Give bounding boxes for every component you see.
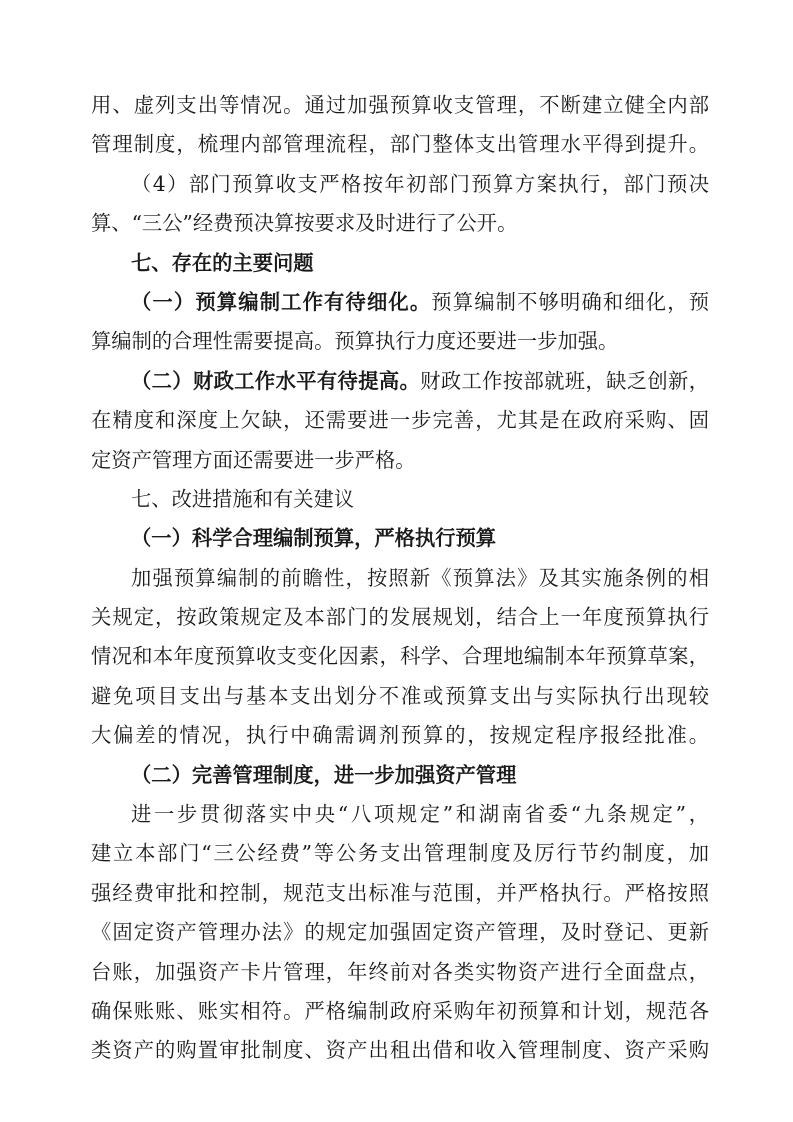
paragraph-line: 管理制度，梳理内部管理流程，部门整体支出管理水平得到提升。 xyxy=(91,132,709,157)
paragraph-line: 进一步贯彻落实中央“八项规定”和湖南省委“九条规定”， xyxy=(131,802,709,827)
section-heading: 七、存在的主要问题 xyxy=(131,250,314,275)
paragraph-line: 《固定资产管理办法》的规定加强固定资产管理，及时登记、更新 xyxy=(91,920,709,945)
paragraph-text: 财政工作按部就班，缺乏创新， xyxy=(420,368,709,393)
paragraph-line: 情况和本年度预算收支变化因素，科学、合理地编制本年预算草案， xyxy=(91,644,709,669)
paragraph-line: 定资产管理方面还需要进一步严格。 xyxy=(91,447,416,472)
subsection-heading: （一）科学合理编制预算，严格执行预算 xyxy=(131,526,497,551)
paragraph-line: 加强预算编制的前瞻性，按照新《预算法》及其实施条例的相 xyxy=(131,565,709,590)
subsection-heading: （二）完善管理制度，进一步加强资产管理 xyxy=(131,762,517,787)
paragraph-line: 确保账账、账实相符。严格编制政府采购年初预算和计划，规范各 xyxy=(91,998,709,1023)
paragraph-line: （4）部门预算收支严格按年初部门预算方案执行，部门预决 xyxy=(131,171,709,196)
paragraph-line: 关规定，按政策规定及本部门的发展规划，结合上一年度预算执行 xyxy=(91,605,709,630)
paragraph-line: 大偏差的情况，执行中确需调剂预算的，按规定程序报经批准。 xyxy=(91,723,709,748)
paragraph-text: 预算编制不够明确和细化，预 xyxy=(431,289,709,314)
document-page xyxy=(91,86,709,1071)
paragraph-line: 避免项目支出与基本支出划分不准或预算支出与实际执行出现较 xyxy=(91,683,709,708)
paragraph-line: 台账，加强资产卡片管理，年终前对各类实物资产进行全面盘点， xyxy=(91,959,709,984)
paragraph-line: 算编制的合理性需要提高。预算执行力度还要进一步加强。 xyxy=(91,329,619,354)
paragraph-line xyxy=(91,362,709,401)
paragraph-line xyxy=(91,283,709,322)
paragraph-line: 建立本部门“三公经费”等公务支出管理制度及厉行节约制度，加 xyxy=(91,841,709,866)
subsection-heading: （二）财政工作水平有待提高。 xyxy=(131,368,421,393)
paragraph-line: 类资产的购置审批制度、资产出租出借和收入管理制度、资产采购 xyxy=(91,1038,709,1063)
paragraph-line: 算、“三公”经费预决算按要求及时进行了公开。 xyxy=(91,211,518,236)
paragraph-line: 在精度和深度上欠缺，还需要进一步完善，尤其是在政府采购、固 xyxy=(91,408,709,433)
section-heading: 七、改进措施和有关建议 xyxy=(131,486,355,511)
paragraph-line: 用、虚列支出等情况。通过加强预算收支管理，不断建立健全内部 xyxy=(91,93,709,117)
subsection-heading: （一）预算编制工作有待细化。 xyxy=(131,289,432,314)
paragraph-line: 强经费审批和控制，规范支出标准与范围，并严格执行。严格按照 xyxy=(91,880,709,905)
